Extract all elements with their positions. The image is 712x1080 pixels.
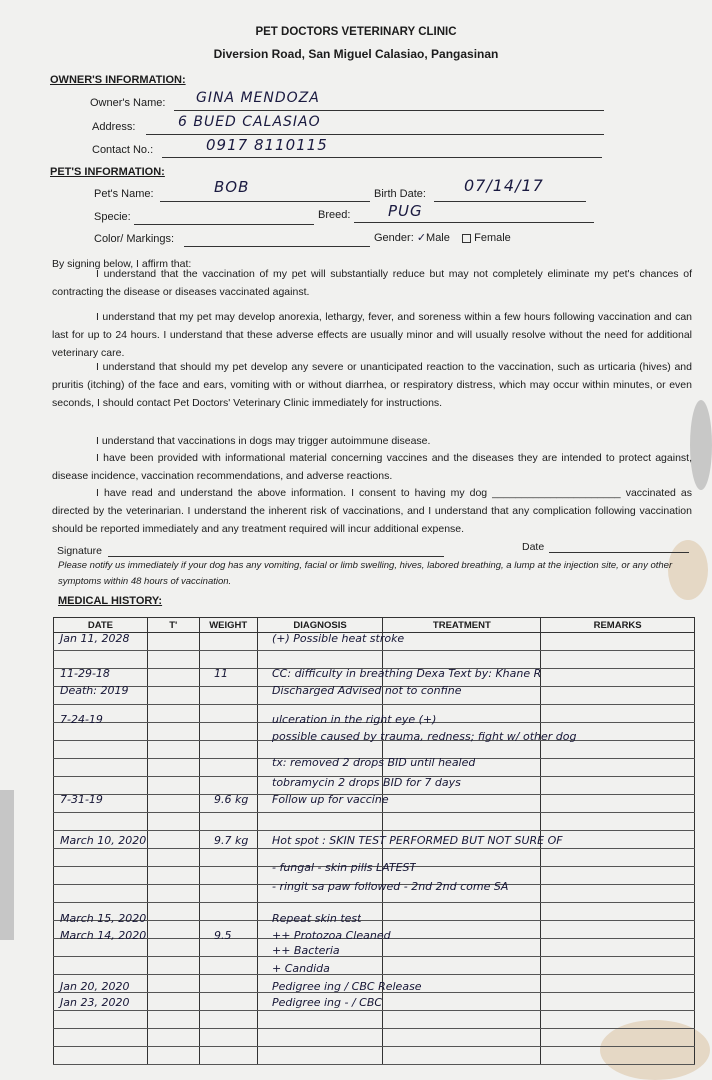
address-line <box>146 134 604 135</box>
pet-name-label: Pet's Name: <box>94 188 154 200</box>
table-cell <box>199 975 257 993</box>
table-cell <box>54 777 148 795</box>
table-cell <box>199 687 257 705</box>
table-cell <box>199 705 257 723</box>
entry-notes: Discharged Advised not to confine <box>272 684 462 697</box>
table-cell <box>199 849 257 867</box>
table-cell <box>54 957 148 975</box>
date-label: Date <box>522 541 545 553</box>
contact-label: Contact No.: <box>92 144 154 156</box>
table-cell <box>541 1011 695 1029</box>
table-cell <box>199 903 257 921</box>
table-cell <box>147 723 199 741</box>
table-cell <box>147 759 199 777</box>
table-cell <box>541 975 695 993</box>
table-cell <box>147 633 199 651</box>
entry-date: Jan 11, 2028 <box>60 632 130 645</box>
owner-name-line <box>174 110 604 111</box>
table-cell <box>147 1047 199 1065</box>
table-cell <box>257 1047 383 1065</box>
entry-date: 7-24-19 <box>60 713 103 726</box>
address-label: Address: <box>92 121 136 133</box>
table-cell <box>541 687 695 705</box>
table-cell <box>147 939 199 957</box>
consent-paragraph-1: I understand that the vaccination of my pet will substantially reduce but may not completely eliminate my pet's chances of contracting the disease or diseases vaccinated against. <box>52 268 692 299</box>
table-cell <box>54 849 148 867</box>
entry-notes: ++ Bacteria <box>272 944 340 957</box>
color-line <box>184 246 370 247</box>
table-cell <box>147 669 199 687</box>
entry-notes: Pedigree ing - / CBC <box>272 996 383 1009</box>
table-cell <box>147 813 199 831</box>
table-cell <box>199 867 257 885</box>
entry-weight: 9.7 kg <box>214 834 249 847</box>
table-cell <box>54 813 148 831</box>
entry-notes: Pedigree ing / CBC Release <box>272 980 422 993</box>
entry-notes: - fungal - skin pills LATEST <box>272 861 417 874</box>
table-cell <box>383 1047 541 1065</box>
entry-notes: Hot spot : SKIN TEST PERFORMED BUT NOT SURE OF <box>272 834 563 847</box>
table-cell <box>541 903 695 921</box>
table-cell <box>199 669 257 687</box>
table-cell <box>147 777 199 795</box>
entry-date: Death: 2019 <box>60 684 129 697</box>
female-label: Female <box>474 232 511 244</box>
table-cell <box>541 759 695 777</box>
table-cell <box>541 993 695 1011</box>
table-cell <box>147 849 199 867</box>
table-cell <box>541 831 695 849</box>
table-cell <box>147 741 199 759</box>
entry-notes: (+) Possible heat stroke <box>272 632 405 645</box>
medical-history-heading: MEDICAL HISTORY: <box>58 595 163 607</box>
signature-label: Signature <box>57 545 102 557</box>
table-cell <box>199 651 257 669</box>
table-cell <box>383 957 541 975</box>
entry-date: March 15, 2020 <box>60 912 147 925</box>
entry-date: Jan 23, 2020 <box>60 996 130 1009</box>
table-cell <box>147 993 199 1011</box>
entry-notes: possible caused by trauma, redness; fight w/ other dog <box>272 730 577 743</box>
gender-label-text: Gender: <box>374 232 414 244</box>
entry-date: March 14, 2020 <box>60 929 147 942</box>
contact-line <box>162 157 602 158</box>
col-diagnosis: DIAGNOSIS <box>257 618 383 633</box>
pet-name-line <box>160 201 370 202</box>
table-cell <box>199 1011 257 1029</box>
signature-line <box>108 556 444 557</box>
table-cell <box>541 741 695 759</box>
consent-paragraph-2: I understand that my pet may develop anorexia, lethargy, fever, and soreness within a few hours following vaccination and can last for up to 24 hours. I understand that these adverse effects are usually minor and will usually resolve without the need for additional veterinary care. <box>52 311 692 360</box>
table-row <box>54 651 695 669</box>
entry-weight: 9.5 <box>214 929 232 942</box>
owner-name-value: GINA MENDOZA <box>196 90 320 106</box>
table-cell <box>383 1029 541 1047</box>
table-cell <box>147 831 199 849</box>
col-weight: WEIGHT <box>199 618 257 633</box>
table-cell <box>199 813 257 831</box>
entry-notes: ulceration in the right eye (+) <box>272 713 437 726</box>
table-cell <box>541 957 695 975</box>
table-cell <box>541 813 695 831</box>
table-cell <box>541 633 695 651</box>
table-cell <box>147 687 199 705</box>
birth-date-value: 07/14/17 <box>464 176 544 195</box>
entry-notes: + Candida <box>272 962 330 975</box>
table-cell <box>199 723 257 741</box>
breed-value: PUG <box>388 202 423 220</box>
clinic-name: PET DOCTORS VETERINARY CLINIC <box>255 26 457 38</box>
table-cell <box>147 1011 199 1029</box>
entry-date: 11-29-18 <box>60 667 110 680</box>
torn-edge <box>0 790 14 940</box>
table-cell <box>147 975 199 993</box>
table-cell <box>541 867 695 885</box>
breed-line <box>354 222 594 223</box>
table-cell <box>147 1029 199 1047</box>
table-cell <box>541 939 695 957</box>
table-cell <box>257 651 383 669</box>
table-cell <box>383 993 541 1011</box>
table-cell <box>541 795 695 813</box>
consent-paragraph-4: I understand that vaccinations in dogs may trigger autoimmune disease. <box>96 435 431 447</box>
table-row <box>54 957 695 975</box>
table-cell <box>199 957 257 975</box>
female-checkbox <box>462 234 471 243</box>
entry-weight: 9.6 kg <box>214 793 249 806</box>
specie-line <box>134 224 314 225</box>
date-line <box>549 552 689 553</box>
table-cell <box>199 1047 257 1065</box>
table-cell <box>383 921 541 939</box>
table-cell <box>541 849 695 867</box>
table-header-row <box>54 618 695 633</box>
pet-heading: PET'S INFORMATION: <box>50 166 165 178</box>
table-cell <box>383 633 541 651</box>
entry-notes: ++ Protozoa Cleaned <box>272 929 391 942</box>
table-cell <box>541 885 695 903</box>
birth-date-label: Birth Date: <box>374 188 426 200</box>
col-date: DATE <box>54 618 148 633</box>
table-cell <box>199 741 257 759</box>
entry-notes: tx: removed 2 drops BID until healed <box>272 756 476 769</box>
table-cell <box>541 669 695 687</box>
pet-name-value: BOB <box>214 178 250 196</box>
male-label: Male <box>426 232 450 244</box>
table-cell <box>199 993 257 1011</box>
col-temp: T' <box>147 618 199 633</box>
col-treatment: TREATMENT <box>383 618 541 633</box>
table-cell <box>199 777 257 795</box>
col-remarks: REMARKS <box>541 618 695 633</box>
contact-value: 0917 8110115 <box>206 136 328 154</box>
table-cell <box>54 651 148 669</box>
table-cell <box>147 903 199 921</box>
gender-label <box>374 231 511 244</box>
entry-date: 7-31-19 <box>60 793 103 806</box>
table-cell <box>54 1029 148 1047</box>
table-cell <box>383 795 541 813</box>
table-row <box>54 1011 695 1029</box>
table-cell <box>147 795 199 813</box>
table-cell <box>257 813 383 831</box>
table-cell <box>147 921 199 939</box>
table-cell <box>54 867 148 885</box>
specie-label: Specie: <box>94 211 131 223</box>
table-cell <box>147 885 199 903</box>
table-cell <box>541 921 695 939</box>
table-cell <box>541 1029 695 1047</box>
table-cell <box>257 1029 383 1047</box>
consent-intro: By signing below, I affirm that: <box>52 258 192 270</box>
table-cell <box>383 903 541 921</box>
table-cell <box>54 1047 148 1065</box>
owner-heading: OWNER'S INFORMATION: <box>50 74 186 86</box>
entry-notes: CC: difficulty in breathing Dexa Text by: Khane R <box>272 667 542 680</box>
entry-notes: - ringit sa paw followed - 2nd 2nd come SA <box>272 880 509 893</box>
entry-date: March 10, 2020 <box>60 834 147 847</box>
clinic-address: Diversion Road, San Miguel Calasiao, Pangasinan <box>213 47 499 61</box>
table-cell <box>541 705 695 723</box>
table-row <box>54 813 695 831</box>
table-cell <box>199 759 257 777</box>
consent-paragraph-5: I have been provided with informational material concerning vaccines and the diseases they are intended to protect against, disease incidence, vaccination recommendations, and adverse reactions. <box>52 452 692 483</box>
male-checked-icon: ✓ <box>416 231 427 244</box>
table-cell <box>54 741 148 759</box>
table-cell <box>383 1011 541 1029</box>
table-row <box>54 1029 695 1047</box>
table-cell <box>147 705 199 723</box>
table-cell <box>147 957 199 975</box>
table-cell <box>383 651 541 669</box>
breed-label: Breed: <box>318 209 351 221</box>
torn-edge <box>690 400 712 490</box>
entry-notes: Follow up for vaccine <box>272 793 389 806</box>
table-cell <box>383 939 541 957</box>
table-cell <box>199 885 257 903</box>
table-row <box>54 903 695 921</box>
entry-date: Jan 20, 2020 <box>60 980 130 993</box>
notice-text: Please notify us immediately if your dog has any vomiting, facial or limb swelling, hives, labored breathing, a lump at the injection site, or any other symptoms within 48 hours of vaccination. <box>58 560 673 587</box>
entry-notes: tobramycin 2 drops BID for 7 days <box>272 776 461 789</box>
table-cell <box>54 885 148 903</box>
table-cell <box>383 813 541 831</box>
table-cell <box>54 1011 148 1029</box>
consent-paragraph-6a: I have read and understand the above information. I consent to having my dog <box>96 487 488 499</box>
table-row <box>54 1047 695 1065</box>
table-cell <box>54 759 148 777</box>
table-cell <box>147 867 199 885</box>
entry-weight: 11 <box>214 667 228 680</box>
consent-paragraph-6: I have read and understand the above information. I consent to having my dog ______________________ vaccinated as directed by the veterinarian. I understand the inherent risk of vaccinations, and I understand that any complication following vaccination should be reported immediately and any treatment required will incur additional expense. <box>52 487 693 536</box>
consent-paragraph-6b: vaccinated as directed by the veterinarian. I understand the inherent risk of vaccinations, and I understand that any complication following vaccination should be reported immediately and any treatment required will incur additional expense. <box>52 487 693 536</box>
consent-paragraph-3: I understand that should my pet develop any severe or unanticipated reaction to the vaccination, such as urticaria (hives) and pruritis (itching) of the face and ears, vomiting with or without diarrhea, or respiratory distress, which may occur within minutes, or even seconds, I should contact Pet Doctors' Veterinary Clinic immediately for instructions. <box>52 361 692 410</box>
table-cell <box>541 777 695 795</box>
owner-name-label: Owner's Name: <box>90 97 166 109</box>
table-cell <box>199 633 257 651</box>
table-cell <box>257 1011 383 1029</box>
table-cell <box>147 651 199 669</box>
table-cell <box>541 1047 695 1065</box>
address-value: 6 BUED CALASIAO <box>178 114 321 130</box>
birth-date-line <box>434 201 586 202</box>
table-cell <box>541 651 695 669</box>
table-cell <box>199 1029 257 1047</box>
color-label: Color/ Markings: <box>94 233 175 245</box>
entry-notes: Repeat skin test <box>272 912 362 925</box>
